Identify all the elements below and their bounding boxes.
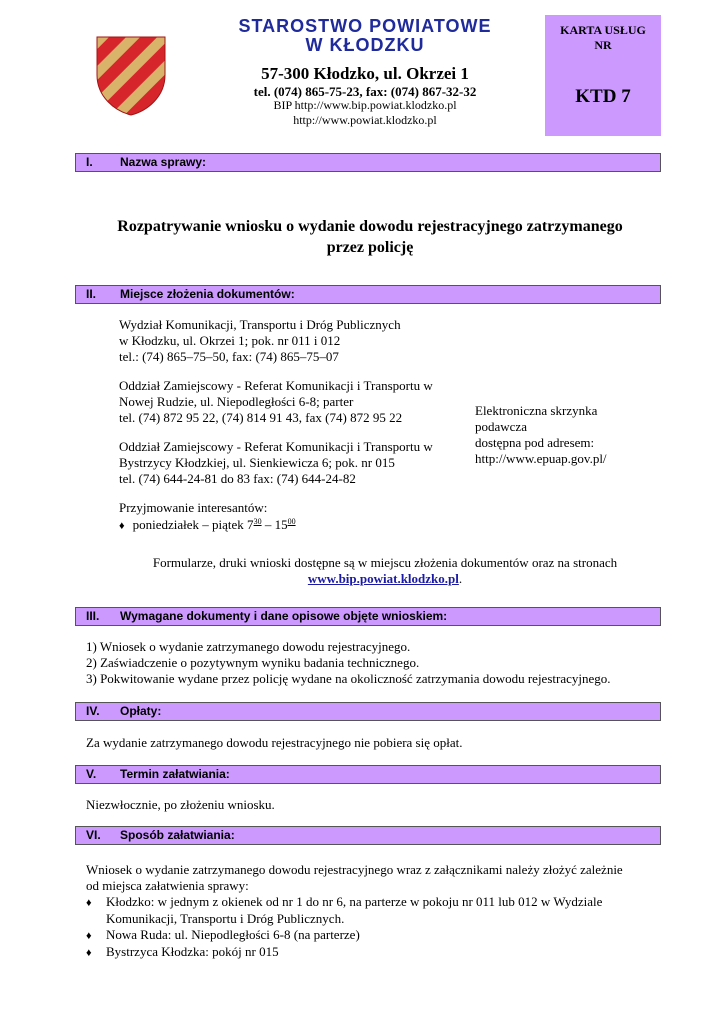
office1-line2: w Kłodzku, ul. Okrzei 1; pok. nr 011 i 012 xyxy=(119,333,341,348)
procedure-intro-line2: od miejsca załatwienia sprawy: xyxy=(86,878,249,893)
section-label: Nazwa sprawy: xyxy=(120,155,207,169)
required-docs-list xyxy=(86,639,676,687)
procedure-text xyxy=(86,862,676,961)
office3-line3: tel. (74) 644-24-81 do 83 fax: (74) 644-24-82 xyxy=(119,471,356,486)
section-number: III. xyxy=(86,609,100,623)
section-bar-3 xyxy=(75,607,661,626)
office-bystrzyca xyxy=(119,439,479,487)
office1-line1: Wydział Komunikacji, Transportu i Dróg Publicznych xyxy=(119,317,401,332)
bullet-icon: ♦ xyxy=(86,897,92,909)
bullet-icon: ♦ xyxy=(86,947,92,959)
card-code: KTD 7 xyxy=(575,86,631,107)
epuap-info xyxy=(475,403,665,467)
bullet-icon: ♦ xyxy=(86,930,92,942)
section-bar-1 xyxy=(75,153,661,172)
section-label: Termin załatwiania: xyxy=(120,767,230,781)
list-item: 3) Pokwitowanie wydane przez policję wydane na okoliczność zatrzymania dowodu rejestracyjnego. xyxy=(86,671,611,686)
section-label: Opłaty: xyxy=(120,704,162,718)
epuap-line2: podawcza xyxy=(475,419,527,434)
forms-info xyxy=(75,555,695,587)
case-name-line1: Rozpatrywanie wniosku o wydanie dowodu rejestracyjnego zatrzymanego xyxy=(117,218,623,235)
hours-days: poniedziałek – piątek 7 xyxy=(132,517,254,532)
forms-tail: . xyxy=(458,571,463,586)
list-item: ♦ Bystrzyca Kłodzka: pokój nr 015 xyxy=(86,944,279,959)
hours-end-minutes: 00 xyxy=(287,517,296,526)
card-label-line2: NR xyxy=(594,38,612,52)
forms-text: Formularze, druki wnioski dostępne są w miejscu złożenia dokumentów oraz na stronach xyxy=(152,555,618,570)
office-phone: tel. (074) 865-75-23, fax: (074) 867-32-32 xyxy=(253,84,477,99)
office-kłodzko xyxy=(119,317,479,365)
section-label: Sposób załatwiania: xyxy=(120,828,235,842)
crest-logo xyxy=(95,35,167,117)
section-number: I. xyxy=(86,155,93,169)
fees-text: Za wydanie zatrzymanego dowodu rejestracyjnego nie pobiera się opłat. xyxy=(86,735,463,750)
list-item-cont: Komunikacji, Transportu i Dróg Publicznych. xyxy=(106,911,345,926)
office-nowa-ruda xyxy=(119,378,479,426)
case-name-line2: przez policję xyxy=(326,239,414,256)
section-label: Wymagane dokumenty i dane opisowe objęte wnioskiem: xyxy=(120,609,448,623)
section-number: VI. xyxy=(86,828,101,842)
list-item: 1) Wniosek o wydanie zatrzymanego dowodu rejestracyjnego. xyxy=(86,639,411,654)
section-bar-6 xyxy=(75,826,661,845)
card-label-line1: KARTA USŁUG xyxy=(560,23,646,37)
office1-line3: tel.: (74) 865–75–50, fax: (74) 865–75–07 xyxy=(119,349,339,364)
hours-label: Przyjmowanie interesantów: xyxy=(119,500,268,515)
section-label: Miejsce złożenia dokumentów: xyxy=(120,287,295,301)
section-number: II. xyxy=(86,287,97,301)
card-number-box xyxy=(545,15,661,136)
section-bar-5 xyxy=(75,765,661,784)
bip-link[interactable]: www.bip.powiat.klodzko.pl xyxy=(307,571,459,586)
hours-dash: – 15 xyxy=(261,517,288,532)
epuap-url[interactable]: http://www.epuap.gov.pl/ xyxy=(475,451,607,466)
bip-url[interactable]: BIP http://www.bip.powiat.klodzko.pl xyxy=(273,98,457,112)
office2-line1: Oddział Zamiejscowy - Referat Komunikacji i Transportu w xyxy=(119,378,433,393)
hours-start-minutes: 30 xyxy=(253,517,262,526)
www-url[interactable]: http://www.powiat.klodzko.pl xyxy=(293,113,437,127)
office3-line2: Bystrzycy Kłodzkiej, ul. Sienkiewicza 6; pok. nr 015 xyxy=(119,455,395,470)
office-hours xyxy=(119,500,419,535)
office3-line1: Oddział Zamiejscowy - Referat Komunikacji i Transportu w xyxy=(119,439,433,454)
procedure-intro-line1: Wniosek o wydanie zatrzymanego dowodu rejestracyjnego wraz z załącznikami należy złożyć zależnie xyxy=(86,862,623,877)
office-title-line2: W KŁODZKU xyxy=(305,35,425,55)
section-number: IV. xyxy=(86,704,100,718)
office2-line2: Nowej Rudzie, ul. Niepodległości 6-8; parter xyxy=(119,394,354,409)
epuap-line1: Elektroniczna skrzynka xyxy=(475,403,598,418)
office2-line3: tel. (74) 872 95 22, (74) 814 91 43, fax (74) 872 95 22 xyxy=(119,410,403,425)
list-item: ♦ Nowa Ruda: ul. Niepodległości 6-8 (na parterze) xyxy=(86,927,360,942)
office-title-line1: STAROSTWO POWIATOWE xyxy=(238,16,492,36)
list-item: ♦ Kłodzko: w jednym z okienek od nr 1 do nr 6, na parterze w pokoju nr 011 lub 012 w Wydziale xyxy=(86,894,603,909)
epuap-line3: dostępna pod adresem: xyxy=(475,435,595,450)
office-address: 57-300 Kłodzko, ul. Okrzei 1 xyxy=(261,64,469,83)
section-bar-4 xyxy=(75,702,661,721)
section-bar-2 xyxy=(75,285,661,304)
bullet-icon: ♦ xyxy=(119,520,125,532)
deadline-text: Niezwłocznie, po złożeniu wniosku. xyxy=(86,797,275,812)
section-number: V. xyxy=(86,767,97,781)
list-item: 2) Zaświadczenie o pozytywnym wyniku badania technicznego. xyxy=(86,655,420,670)
